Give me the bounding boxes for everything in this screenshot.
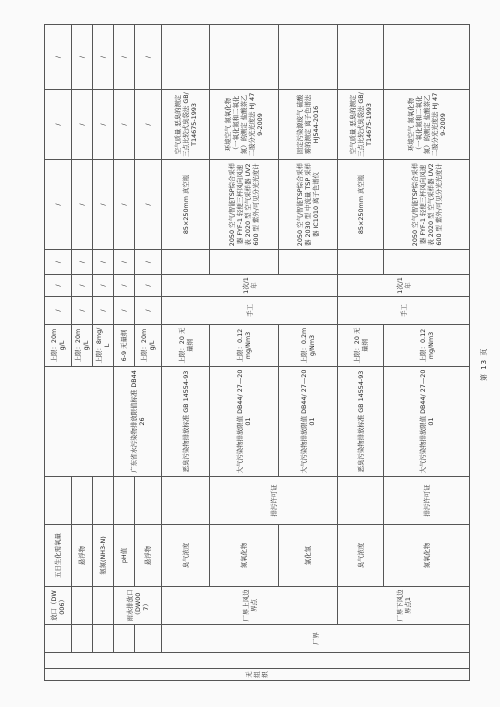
table-row [210, 25, 279, 681]
dash-cell: / [93, 250, 114, 275]
blank-cell [279, 25, 338, 90]
dash-cell: / [93, 90, 114, 160]
dash-cell: / [45, 90, 72, 160]
dash-cell: / [134, 90, 161, 160]
dash-cell: / [72, 250, 93, 275]
blank-cell [93, 477, 114, 525]
dash-cell: / [134, 297, 161, 325]
permit-cell: 排污许可证 [210, 477, 338, 525]
blank-cell [72, 477, 93, 525]
dash-cell: / [45, 25, 72, 90]
blank-cell [162, 477, 210, 525]
table-row [279, 25, 338, 681]
monitoring-table [44, 24, 470, 681]
boundary-cell: 厂界 [162, 625, 470, 653]
manual-cell: 手工 [338, 297, 470, 325]
blank-cell [338, 25, 384, 90]
item-cell: 氮氧化物 [384, 525, 470, 587]
table-row [134, 25, 161, 681]
blank-cell [134, 477, 161, 525]
blank-cell [338, 477, 384, 525]
dash-cell: / [72, 160, 93, 250]
limit-cell: 上限：0.2mg/Nm3 [279, 325, 338, 367]
sampling-cell: 85×250mm 真空瓶 [338, 160, 384, 250]
dash-cell: / [134, 250, 161, 275]
standard-cell: 大气污染物排放限值 DB44/ 27—2001 [210, 367, 279, 477]
item-cell: 悬浮物 [72, 525, 93, 587]
blank-cell [384, 25, 470, 90]
standard-cell: 恶臭污染物排放标准 GB 14554-93 [162, 367, 210, 477]
blank-cell [279, 250, 338, 275]
limit-cell: 6-9 无量纲 [114, 325, 135, 367]
blank-cell [114, 477, 135, 525]
blank-cell [45, 477, 72, 525]
method-cell: 环境空气 氮氧化物（一氧化氮和二氧化氮）的测定 盐酸萘乙二胺分光光度法 HJ 479-2009 [210, 90, 279, 160]
dash-cell: / [72, 297, 93, 325]
blank-cell [114, 625, 135, 653]
standard-cell: 大气污染物排放限值 DB44/ 27—2001 [279, 367, 338, 477]
point-cell: 放口（DW006） [45, 587, 72, 625]
method-cell: 空气质量 恶臭的测定 三点比较式臭袋法 GB/T14675-1993 [338, 90, 384, 160]
item-cell: 臭气浓度 [338, 525, 384, 587]
blank-cell [134, 625, 161, 653]
standard-cell: 广东省水污染物排放限值标准 DB4426 [114, 367, 162, 477]
limit-cell: 上限：0.12mg/Nm3 [210, 325, 279, 367]
blank-cell [338, 250, 384, 275]
dash-cell: / [134, 25, 161, 90]
item-cell: pH值 [114, 525, 135, 587]
limit-cell: 上限：20 无量纲 [338, 325, 384, 367]
manual-cell: 手工 [162, 297, 338, 325]
item-cell: 臭气浓度 [162, 525, 210, 587]
limit-cell: 上限：0.12mg/Nm3 [384, 325, 470, 367]
limit-cell: 上限：20 无量纲 [162, 325, 210, 367]
table-row [114, 25, 135, 681]
frequency-cell: 1次/1年 [338, 275, 470, 297]
sampling-cell: 2050 空气/智能TSP综合采样器 2030 型 中流量 TSP 采样器 IC1010 离子色谱仪 [279, 160, 338, 250]
table-row [162, 25, 210, 681]
dash-cell: / [114, 297, 135, 325]
page-number: 第 13 页 [480, 347, 488, 381]
limit-cell: 上限：20mg/L [45, 325, 72, 367]
item-cell: 氨氮(NH3-N) [93, 525, 114, 587]
dash-cell: / [93, 160, 114, 250]
point-cell: 厂界下风边界点1 [338, 587, 470, 625]
blank-cell [210, 250, 279, 275]
group-cell: 无组织 [45, 669, 470, 681]
dash-cell: / [134, 160, 161, 250]
blank-cell [45, 367, 114, 477]
sampling-cell: 2050 空气/智能TSP综合采样器 FYF-1 轻便三杯风向风速表 2020 型 空气采样器 UV2600 型 紫外/可见分光光度计 [384, 160, 470, 250]
dash-cell: / [72, 275, 93, 297]
limit-cell: 上限：20mg/L [134, 325, 161, 367]
table-row [45, 25, 72, 681]
dash-cell: / [72, 90, 93, 160]
blank-cell [45, 625, 72, 653]
blank-cell [72, 587, 93, 625]
dash-cell: / [45, 275, 72, 297]
item-cell: 悬浮物 [134, 525, 161, 587]
blank-cell [93, 587, 114, 625]
sampling-cell: 2050 空气/智能TSP综合采样器 FYF-1 轻便三杯风向风速表 2020 型 空气采样器 UV2600 型 紫外/可见分光光度计 [210, 160, 279, 250]
blank-cell [162, 25, 210, 90]
blank-cell [210, 25, 279, 90]
point-cell: 雨水排放口（DW007） [114, 587, 162, 625]
dash-cell: / [93, 275, 114, 297]
table-row [72, 25, 93, 681]
dash-cell: / [114, 275, 135, 297]
standard-cell: 大气污染物排放限值 DB44/ 27—2001 [384, 367, 470, 477]
sampling-cell: 85×250mm 真空瓶 [162, 160, 210, 250]
blank-cell [162, 250, 210, 275]
dash-cell: / [134, 275, 161, 297]
limit-cell: 上限：20mg/L [72, 325, 93, 367]
dash-cell: / [45, 160, 72, 250]
dash-cell: / [114, 25, 135, 90]
table-row [93, 25, 114, 681]
item-cell: 五日生化需氧量 [45, 525, 72, 587]
blank-cell [384, 250, 470, 275]
dash-cell: / [45, 297, 72, 325]
dash-cell: / [93, 297, 114, 325]
point-cell: 厂界上风边界点 [162, 587, 338, 625]
blank-cell [72, 625, 93, 653]
dash-cell: / [93, 25, 114, 90]
table-row [384, 25, 470, 681]
item-cell: 氮氧化物 [210, 525, 279, 587]
method-cell: 环境空气 氮氧化物（一氧化氮和二氧化氮）的测定 盐酸萘乙二胺分光光度法 HJ 479-2009 [384, 90, 470, 160]
dash-cell: / [114, 160, 135, 250]
method-cell: 固定污染源废气 硫酸雾的测定 离子色谱法 HJ544-2016 [279, 90, 338, 160]
blank-cell [93, 625, 114, 653]
limit-cell: 上限：8mg/L [93, 325, 114, 367]
table-row [338, 25, 384, 681]
dash-cell: / [45, 250, 72, 275]
dash-cell: / [114, 250, 135, 275]
blank-cell [45, 653, 470, 669]
frequency-cell: 1次/1年 [162, 275, 338, 297]
method-cell: 空气质量 恶臭的测定 三点比较式臭袋法 GB/T14675-1993 [162, 90, 210, 160]
dash-cell: / [114, 90, 135, 160]
dash-cell: / [72, 25, 93, 90]
permit-cell: 排污许可证 [384, 477, 470, 525]
standard-cell: 恶臭污染物排放标准 GB 14554-93 [338, 367, 384, 477]
item-cell: 氯化氢 [279, 525, 338, 587]
